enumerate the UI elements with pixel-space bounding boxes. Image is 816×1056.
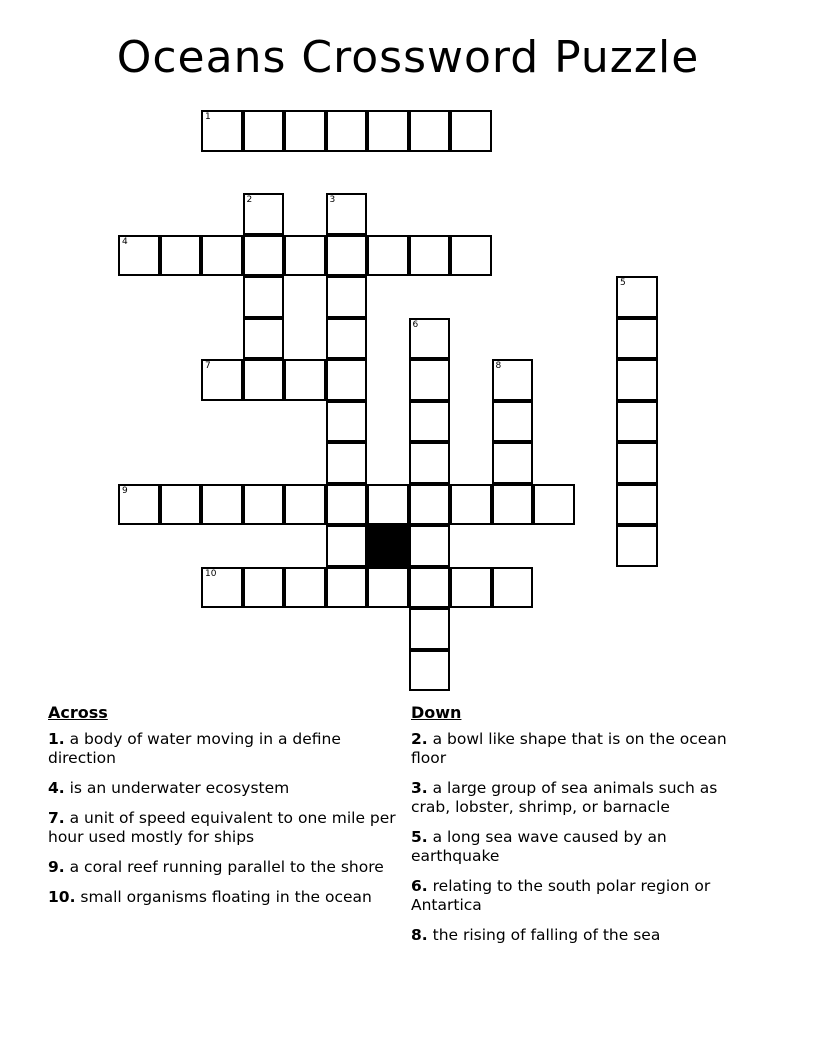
- grid-cell[interactable]: [492, 442, 534, 484]
- grid-cell[interactable]: [409, 442, 451, 484]
- clue-text: relating to the south polar region or Antartica: [411, 877, 711, 914]
- clue-text: a bowl like shape that is on the ocean floor: [411, 730, 727, 767]
- across-heading: Across: [48, 703, 108, 722]
- clue-across-1: [48, 730, 398, 768]
- grid-cell[interactable]: [492, 484, 534, 526]
- clue-text: a coral reef running parallel to the shore: [69, 858, 384, 876]
- clue-across-7: [48, 809, 398, 847]
- grid-cell[interactable]: [326, 110, 368, 152]
- clue-number: 7.: [48, 809, 65, 827]
- clue-text: small organisms floating in the ocean: [80, 888, 372, 906]
- grid-cell[interactable]: [409, 567, 451, 609]
- grid-cell[interactable]: [201, 359, 243, 401]
- grid-cell[interactable]: [326, 442, 368, 484]
- grid-cell[interactable]: [243, 276, 285, 318]
- grid-cell[interactable]: [616, 359, 658, 401]
- grid-cell[interactable]: [243, 318, 285, 360]
- grid-cell[interactable]: [284, 484, 326, 526]
- grid-cell[interactable]: [409, 318, 451, 360]
- clue-across-10: [48, 888, 398, 907]
- black-cell: [367, 525, 409, 567]
- cell-number: 8: [495, 361, 502, 371]
- cell-number: 1: [205, 112, 211, 122]
- grid-cell[interactable]: [326, 359, 368, 401]
- clue-down-6: [411, 877, 751, 915]
- grid-cell[interactable]: [367, 235, 409, 277]
- grid-cell[interactable]: [284, 110, 326, 152]
- clue-number: 3.: [411, 779, 428, 797]
- page-title: Oceans Crossword Puzzle: [116, 32, 700, 83]
- grid-cell[interactable]: [201, 484, 243, 526]
- grid-cell[interactable]: [243, 567, 285, 609]
- grid-cell[interactable]: [160, 484, 202, 526]
- grid-cell[interactable]: [326, 193, 368, 235]
- grid-cell[interactable]: [492, 401, 534, 443]
- grid-cell[interactable]: [450, 567, 492, 609]
- cell-number: 6: [412, 319, 419, 330]
- grid-cell[interactable]: [616, 401, 658, 443]
- grid-cell[interactable]: [243, 235, 285, 277]
- cell-number: 9: [122, 485, 128, 496]
- grid-cell[interactable]: [326, 276, 368, 318]
- grid-cell[interactable]: [243, 110, 285, 152]
- clue-down-2: [411, 730, 751, 768]
- down-clues: [411, 703, 751, 956]
- clue-number: 10.: [48, 888, 76, 906]
- grid-cell[interactable]: [118, 235, 160, 277]
- grid-cell[interactable]: [533, 484, 575, 526]
- grid-cell[interactable]: [326, 484, 368, 526]
- cell-number: 2: [246, 195, 253, 205]
- grid-cell[interactable]: [243, 359, 285, 401]
- clue-across-9: [48, 858, 398, 877]
- grid-cell[interactable]: [201, 110, 243, 152]
- grid-cell[interactable]: [284, 567, 326, 609]
- grid-cell[interactable]: [367, 110, 409, 152]
- grid-cell[interactable]: [160, 235, 202, 277]
- grid-cell[interactable]: [409, 110, 451, 152]
- grid-cell[interactable]: [201, 235, 243, 277]
- clue-number: 1.: [48, 730, 65, 748]
- clue-across-4: [48, 779, 398, 798]
- clue-number: 2.: [411, 730, 428, 748]
- clue-text: a unit of speed equivalent to one mile per hour used mostly for ships: [48, 809, 396, 846]
- grid-cell[interactable]: [326, 318, 368, 360]
- grid-cell[interactable]: [118, 484, 160, 526]
- cell-number: 5: [620, 278, 626, 288]
- cell-number: 10: [205, 568, 217, 579]
- grid-cell[interactable]: [284, 359, 326, 401]
- clue-text: a long sea wave caused by an earthquake: [411, 828, 667, 865]
- grid-cell[interactable]: [326, 235, 368, 277]
- clue-text: the rising of falling of the sea: [432, 926, 661, 944]
- grid-cell[interactable]: [409, 401, 451, 443]
- grid-cell[interactable]: [243, 484, 285, 526]
- clue-down-5: [411, 828, 751, 866]
- clue-number: 8.: [411, 926, 428, 944]
- cell-number: 4: [122, 236, 128, 247]
- clue-text: a large group of sea animals such as crab, lobster, shrimp, or barnacle: [411, 779, 718, 816]
- grid-cell[interactable]: [409, 359, 451, 401]
- clue-number: 9.: [48, 858, 65, 876]
- across-clues: [48, 703, 398, 918]
- grid-cell[interactable]: [492, 359, 534, 401]
- grid-cell[interactable]: [367, 484, 409, 526]
- grid-cell[interactable]: [409, 608, 451, 650]
- grid-cell[interactable]: [326, 525, 368, 567]
- grid-cell[interactable]: [367, 567, 409, 609]
- grid-cell[interactable]: [616, 276, 658, 318]
- clue-down-3: [411, 779, 751, 817]
- clue-number: 4.: [48, 779, 65, 797]
- grid-cell[interactable]: [409, 235, 451, 277]
- grid-cell[interactable]: [450, 235, 492, 277]
- clue-down-8: [411, 926, 751, 945]
- grid-cell[interactable]: [326, 401, 368, 443]
- grid-cell[interactable]: [243, 193, 285, 235]
- cell-number: 7: [205, 361, 211, 371]
- grid-cell[interactable]: [201, 567, 243, 609]
- clue-text: is an underwater ecosystem: [69, 779, 290, 797]
- grid-cell[interactable]: [409, 484, 451, 526]
- cell-number: 3: [329, 195, 336, 205]
- down-heading: Down: [411, 703, 462, 722]
- grid-cell[interactable]: [616, 318, 658, 360]
- grid-cell[interactable]: [326, 567, 368, 609]
- grid-cell[interactable]: [492, 567, 534, 609]
- grid-cell[interactable]: [409, 525, 451, 567]
- grid-cell[interactable]: [616, 525, 658, 567]
- grid-cell[interactable]: [450, 110, 492, 152]
- grid-cell[interactable]: [616, 484, 658, 526]
- clue-number: 5.: [411, 828, 428, 846]
- grid-cell[interactable]: [450, 484, 492, 526]
- grid-cell[interactable]: [284, 235, 326, 277]
- clue-number: 6.: [411, 877, 428, 895]
- grid-cell[interactable]: [616, 442, 658, 484]
- grid-cell[interactable]: [409, 650, 451, 692]
- clue-text: a body of water moving in a define direction: [48, 730, 341, 767]
